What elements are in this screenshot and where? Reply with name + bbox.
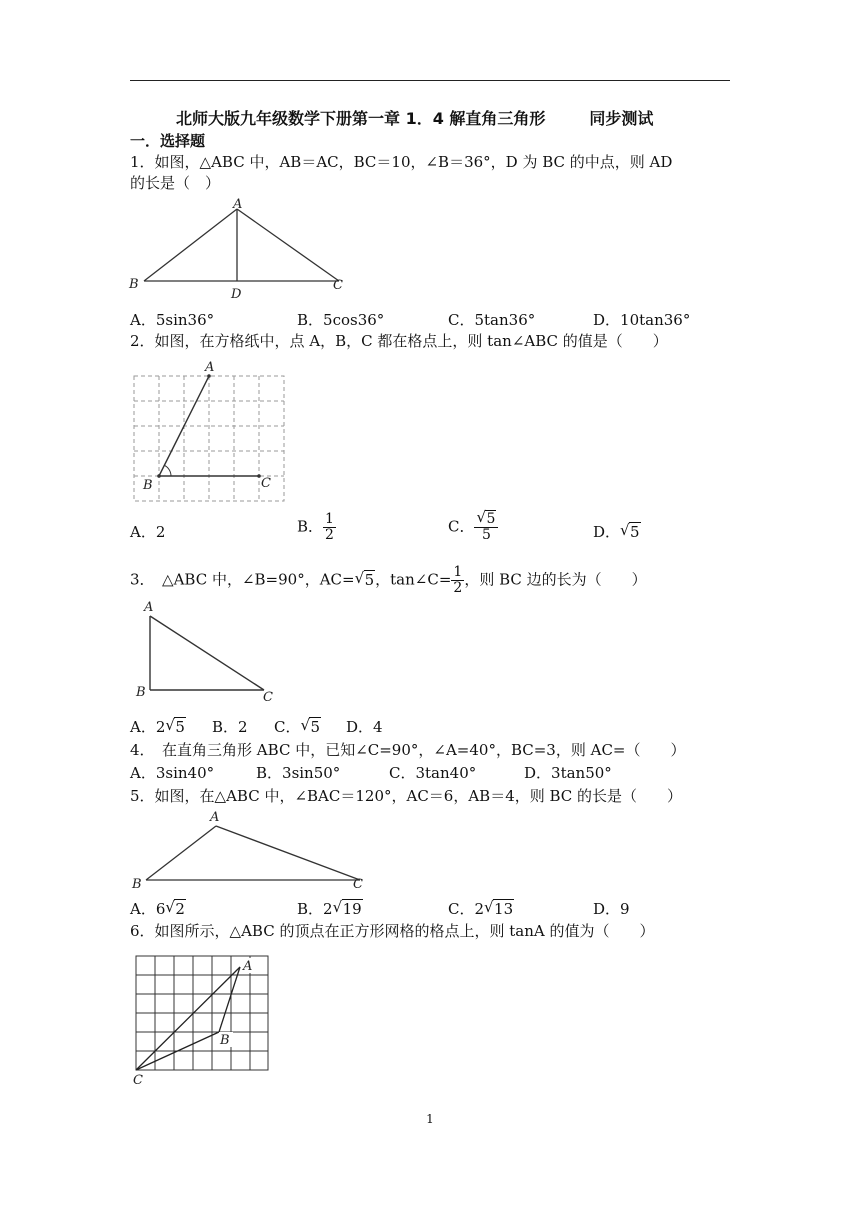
q3-option-c: C． √ 5 [274, 716, 321, 736]
q4-option-d: D．3tan50° [524, 764, 612, 782]
q1-figure [124, 196, 354, 300]
q1-option-b: B．5cos36° [297, 311, 385, 329]
q1-option-a: A．5sin36° [130, 311, 215, 329]
q1-label-c: C [333, 278, 343, 293]
q5-option-d: D．9 [593, 900, 630, 918]
page-title: 北师大版九年级数学下册第一章 1．4 解直角三角形 同步测试 [176, 109, 654, 128]
q2-option-d: D． √ 5 [593, 521, 640, 541]
section-heading: 一．选择题 [130, 132, 206, 150]
q4-option-a: A．3sin40° [130, 764, 215, 782]
q1-option-d: D．10tan36° [593, 311, 691, 329]
q5-label-a: A [210, 810, 220, 825]
q2-label-c: C [261, 476, 271, 491]
q5-figure [128, 808, 374, 894]
q1-option-c: C．5tan36° [448, 311, 536, 329]
q6-label-a: A [243, 959, 253, 974]
header-rule [130, 80, 730, 81]
q3-option-a: A．2 √ 5 [130, 716, 185, 736]
q4-text: 4． 在直角三角形 ABC 中，已知∠C=90°，∠A=40°，BC=3，则 AC=（ ） [130, 741, 686, 759]
q4-option-c: C．3tan40° [389, 764, 477, 782]
q5-option-c: C．2 √ 13 [448, 898, 514, 918]
q2-option-c: C． √ 5 5 [448, 512, 498, 543]
q3-option-b: B．2 [212, 718, 248, 736]
q5-label-b: B [132, 877, 142, 892]
q1-text-line1: 1．如图，△ABC 中，AB＝AC，BC＝10，∠B＝36°，D 为 BC 的中点，则 AD [130, 153, 673, 171]
q3-text: 3． △ABC 中，∠B=90°，AC= √ 5，tan∠C= $\frac{1}{2}$ ，则 BC 边的长为（ ） [130, 564, 647, 596]
q5-label-c: C [353, 877, 363, 892]
q3-figure [130, 598, 280, 706]
q5-option-b: B．2 √ 19 [297, 898, 362, 918]
q2-option-a: A．2 [130, 523, 166, 541]
q6-label-b: B [220, 1033, 230, 1048]
q2-option-b: B． $\frac{1}{2}$ [297, 511, 334, 543]
q3-label-c: C [263, 690, 273, 705]
q2-text: 2．如图，在方格纸中，点 A，B，C 都在格点上，则 tan∠ABC 的值是（ ） [130, 332, 668, 350]
q1-text-line2: 的长是（ ） [130, 174, 221, 192]
q2-label-a: A [205, 360, 215, 375]
q3-option-d: D．4 [346, 718, 383, 736]
q6-text: 6．如图所示，△ABC 的顶点在正方形网格的格点上，则 tanA 的值为（ ） [130, 922, 655, 940]
q6-figure [128, 950, 278, 1088]
q3-label-a: A [144, 600, 154, 615]
q2-figure [126, 356, 290, 506]
q3-label-b: B [136, 685, 146, 700]
q4-option-b: B．3sin50° [256, 764, 341, 782]
q1-label-d: D [231, 287, 242, 300]
q1-label-a: A [233, 197, 243, 212]
q6-label-c: C [133, 1073, 143, 1088]
q2-label-b: B [143, 478, 153, 493]
q5-option-a: A．6 √ 2 [130, 898, 185, 918]
q5-text: 5．如图，在△ABC 中，∠BAC＝120°，AC＝6，AB＝4，则 BC 的长是（ ） [130, 787, 683, 805]
page-number: 1 [426, 1112, 434, 1126]
q1-label-b: B [129, 277, 139, 292]
